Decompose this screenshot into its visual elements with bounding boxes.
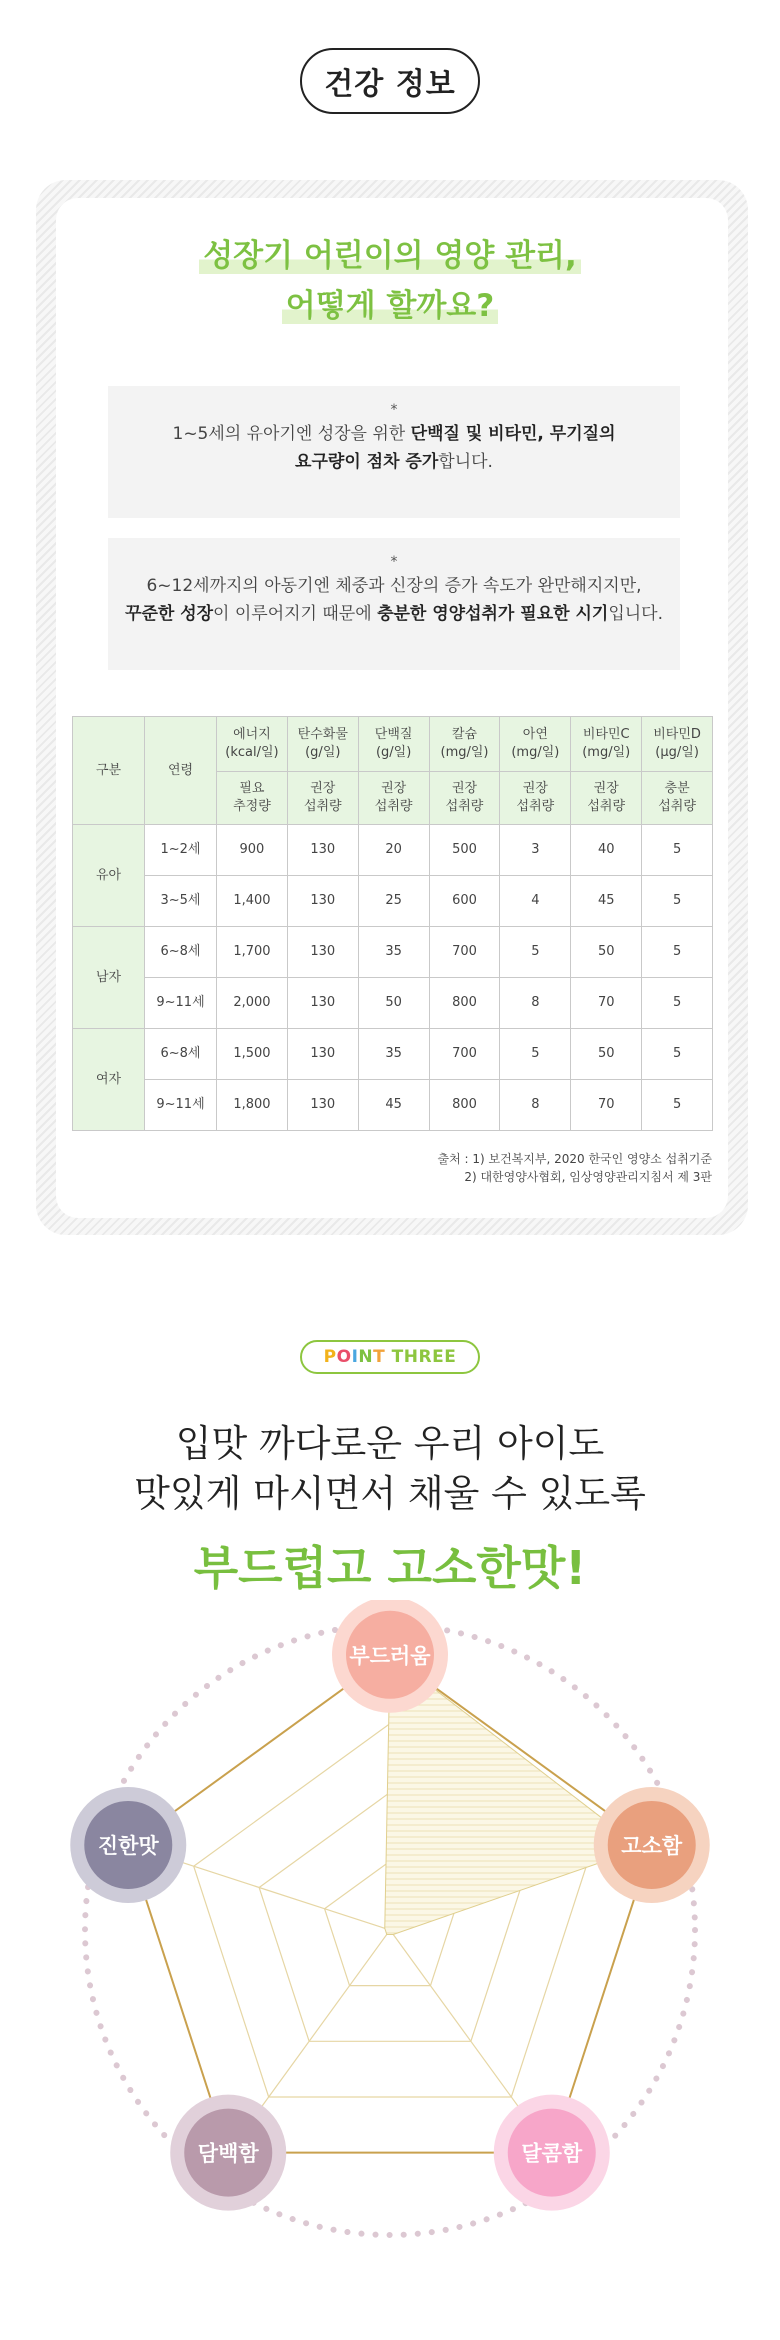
- value-cell: 130: [287, 825, 358, 876]
- value-cell: 4: [500, 876, 571, 927]
- nutrient-unit: (g/일): [375, 745, 412, 760]
- table-row: [73, 1029, 713, 1080]
- intake-type-line2: 추정량: [233, 799, 271, 814]
- card-title-line2: 어떻게 할까요?: [0, 288, 780, 325]
- value-cell: 8: [500, 978, 571, 1029]
- value-cell: 1,700: [217, 927, 288, 978]
- nutrient-unit: (g/일): [305, 745, 341, 760]
- source-note: 출처 : 1) 보건복지부, 2020 한국인 영양소 섭취기준 2) 대한영양사협회, 임상영양관리지침서 제 3판: [437, 1152, 712, 1184]
- col-header-intake-type: [642, 772, 713, 825]
- col-header-nutrient: [217, 717, 288, 772]
- value-cell: 5: [642, 1029, 713, 1080]
- col-header-group: 구분: [73, 717, 145, 825]
- point-badge-letter: I: [351, 1347, 359, 1367]
- headline-line2: 맛있게 마시면서 채울 수 있도록: [134, 1472, 646, 1515]
- intake-type-line1: 권장: [381, 781, 407, 797]
- taste-node-label: 부드러움: [349, 1643, 431, 1668]
- value-cell: 50: [571, 927, 642, 978]
- point-badge-letter: O: [336, 1347, 352, 1367]
- value-cell: 5: [500, 1029, 571, 1080]
- value-cell: 700: [429, 927, 500, 978]
- nutrition-table: [72, 716, 713, 1131]
- info-box-infancy: * 1~5세의 유아기엔 성장을 위한 단백질 및 비타민, 무기질의 요구량이 점차 증가합니다.: [108, 386, 680, 518]
- nutrient-unit: (kcal/일): [225, 745, 279, 760]
- col-header-age: 연령: [145, 717, 217, 825]
- intake-type-line1: 필요: [239, 781, 265, 797]
- age-cell: 1~2세: [145, 825, 217, 876]
- age-cell: 3~5세: [145, 876, 217, 927]
- value-cell: 800: [429, 978, 500, 1029]
- value-cell: 900: [217, 825, 288, 876]
- intake-type-line2: 섭취량: [587, 799, 626, 814]
- value-cell: 5: [642, 825, 713, 876]
- taste-node-label: 담백함: [197, 2141, 259, 2166]
- col-header-nutrient: [287, 717, 358, 772]
- table-row: [73, 978, 713, 1029]
- group-cell: 유아: [73, 825, 145, 927]
- col-header-intake-type: [571, 772, 642, 825]
- section-badge: 건강 정보: [300, 48, 480, 114]
- point-badge-letter: P: [323, 1347, 337, 1367]
- table-row: [73, 927, 713, 978]
- value-cell: 45: [358, 1080, 429, 1131]
- nutrient-unit: (mg/일): [440, 745, 489, 760]
- nutrient-name: 칼슘: [451, 727, 478, 743]
- col-header-nutrient: [571, 717, 642, 772]
- value-cell: 35: [358, 1029, 429, 1080]
- col-header-nutrient: [500, 717, 571, 772]
- value-cell: 1,400: [217, 876, 288, 927]
- nutrient-unit: (mg/일): [582, 745, 631, 760]
- age-cell: 6~8세: [145, 927, 217, 978]
- value-cell: 3: [500, 825, 571, 876]
- taste-node-label: 진한맛: [97, 1833, 159, 1858]
- value-cell: 20: [358, 825, 429, 876]
- value-cell: 50: [358, 978, 429, 1029]
- value-cell: 130: [287, 876, 358, 927]
- group-cell: 남자: [73, 927, 145, 1029]
- col-header-nutrient: [642, 717, 713, 772]
- col-header-nutrient: [358, 717, 429, 772]
- value-cell: 25: [358, 876, 429, 927]
- nutrient-name: 비타민C: [582, 727, 630, 743]
- intake-type-line1: 충분: [664, 781, 690, 797]
- intake-type-line2: 섭취량: [374, 799, 413, 814]
- value-cell: 1,500: [217, 1029, 288, 1080]
- intake-type-line2: 섭취량: [445, 799, 484, 814]
- nutrient-name: 비타민D: [653, 727, 701, 743]
- intake-type-line1: 권장: [522, 781, 548, 797]
- table-row: [73, 876, 713, 927]
- taste-node-label: 고소함: [621, 1833, 683, 1858]
- value-cell: 8: [500, 1080, 571, 1131]
- col-header-intake-type: [217, 772, 288, 825]
- value-cell: 700: [429, 1029, 500, 1080]
- value-cell: 70: [571, 1080, 642, 1131]
- value-cell: 50: [571, 1029, 642, 1080]
- intake-type-line1: 권장: [451, 781, 478, 797]
- value-cell: 5: [500, 927, 571, 978]
- info-box-childhood: * 6~12세까지의 아동기엔 체중과 신장의 증가 속도가 완만해지지만, 꾸준한 성장이 이루어지기 때문에 충분한 영양섭취가 필요한 시기입니다.: [108, 538, 680, 670]
- table-row: [73, 825, 713, 876]
- headline-highlight: 부드럽고 고소한맛!: [193, 1541, 587, 1595]
- nutrient-name: 아연: [522, 727, 548, 743]
- intake-type-line1: 권장: [593, 781, 619, 797]
- card-title-line1: 성장기 어린이의 영양 관리,: [0, 238, 780, 275]
- age-cell: 6~8세: [145, 1029, 217, 1080]
- intake-type-line2: 섭취량: [303, 799, 342, 814]
- point-three-badge: [300, 1340, 480, 1374]
- intake-type-line2: 섭취량: [516, 799, 555, 814]
- value-cell: 5: [642, 876, 713, 927]
- value-cell: 5: [642, 1080, 713, 1131]
- taste-node-label: 달콤함: [521, 2141, 583, 2166]
- value-cell: 1,800: [217, 1080, 288, 1131]
- value-cell: 600: [429, 876, 500, 927]
- col-header-intake-type: [358, 772, 429, 825]
- col-header-nutrient: [429, 717, 500, 772]
- value-cell: 130: [287, 927, 358, 978]
- value-cell: 45: [571, 876, 642, 927]
- age-cell: 9~11세: [145, 978, 217, 1029]
- value-cell: 40: [571, 825, 642, 876]
- point-badge-letter: THREE: [385, 1347, 457, 1367]
- value-cell: 35: [358, 927, 429, 978]
- value-cell: 2,000: [217, 978, 288, 1029]
- value-cell: 5: [642, 927, 713, 978]
- point-badge-letter: T: [373, 1347, 386, 1367]
- value-cell: 130: [287, 1080, 358, 1131]
- intake-type-line2: 섭취량: [658, 799, 696, 814]
- group-cell: 여자: [73, 1029, 145, 1131]
- table-row: [73, 1080, 713, 1131]
- nutrient-unit: (mg/일): [511, 745, 560, 760]
- value-cell: 130: [287, 978, 358, 1029]
- nutrient-unit: (µg/일): [655, 745, 699, 760]
- value-cell: 5: [642, 978, 713, 1029]
- age-cell: 9~11세: [145, 1080, 217, 1131]
- nutrient-name: 탄수화물: [297, 727, 348, 743]
- value-cell: 70: [571, 978, 642, 1029]
- taste-radar-chart: [0, 1600, 780, 2340]
- intake-type-line1: 권장: [310, 781, 336, 797]
- col-header-intake-type: [500, 772, 571, 825]
- nutrient-name: 단백질: [374, 727, 413, 743]
- value-cell: 130: [287, 1029, 358, 1080]
- value-cell: 800: [429, 1080, 500, 1131]
- value-cell: 500: [429, 825, 500, 876]
- col-header-intake-type: [287, 772, 358, 825]
- headline-line1: 입맛 까다로운 우리 아이도: [175, 1422, 605, 1465]
- point-badge-letter: N: [358, 1347, 374, 1367]
- col-header-intake-type: [429, 772, 500, 825]
- nutrient-name: 에너지: [233, 727, 271, 743]
